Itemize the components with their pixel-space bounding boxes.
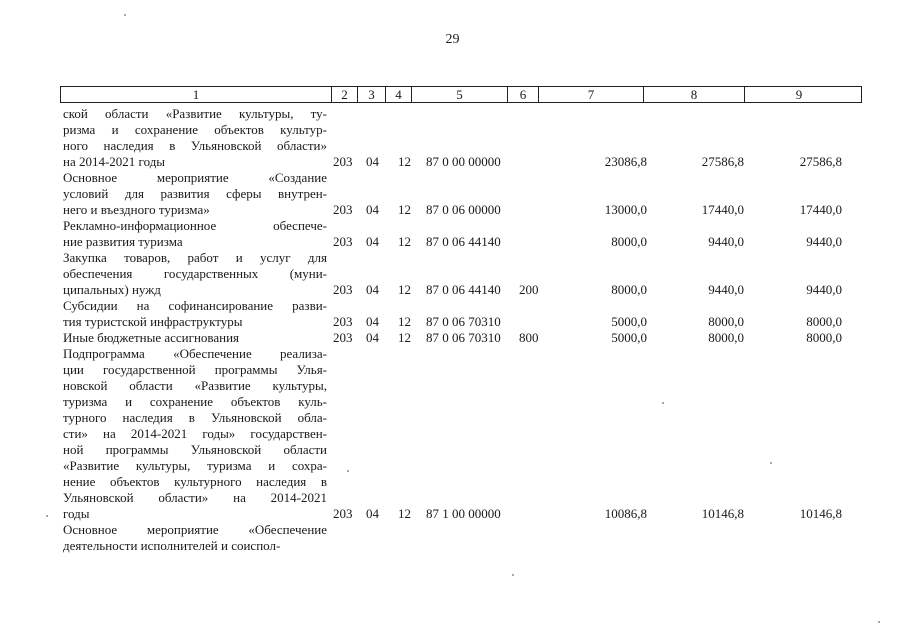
row-text-line: Субсидии на софинансирование разви- bbox=[63, 298, 327, 313]
row-text-line: ние развития туризма bbox=[63, 234, 183, 249]
row-text-line: ного наследия в Ульяновской области» bbox=[63, 138, 327, 153]
row-text-line: на 2014-2021 годы bbox=[63, 154, 166, 169]
cell-amount-2020: 8000,0 bbox=[708, 314, 744, 329]
scan-speck bbox=[512, 574, 514, 576]
row-text-line: Иные бюджетные ассигнования bbox=[63, 330, 240, 345]
cell-amount-2021: 17440,0 bbox=[799, 202, 842, 217]
cell-amount-2019: 23086,8 bbox=[604, 154, 647, 169]
cell-amount-2021: 8000,0 bbox=[806, 314, 842, 329]
cell-grbs: 203 bbox=[333, 154, 353, 169]
cell-amount-2020: 10146,8 bbox=[701, 506, 744, 521]
cell-vr: 200 bbox=[519, 282, 539, 297]
header-col-2: 2 bbox=[332, 87, 358, 102]
cell-csr: 87 0 06 00000 bbox=[426, 202, 501, 217]
row-text-line: условий для развития сферы внутрен- bbox=[63, 186, 327, 201]
cell-rz: 04 bbox=[366, 314, 379, 329]
cell-pr: 12 bbox=[398, 330, 411, 345]
cell-amount-2019: 8000,0 bbox=[611, 234, 647, 249]
cell-csr: 87 1 00 00000 bbox=[426, 506, 501, 521]
row-text-line: ции государственной программы Улья- bbox=[63, 362, 327, 377]
cell-grbs: 203 bbox=[333, 234, 353, 249]
cell-grbs: 203 bbox=[333, 330, 353, 345]
scan-speck bbox=[878, 621, 880, 623]
header-col-1: 1 bbox=[61, 87, 332, 102]
cell-amount-2021: 10146,8 bbox=[799, 506, 842, 521]
cell-amount-2021: 8000,0 bbox=[806, 330, 842, 345]
row-text-line: годы bbox=[63, 506, 90, 521]
cell-amount-2020: 8000,0 bbox=[708, 330, 744, 345]
cell-pr: 12 bbox=[398, 506, 411, 521]
cell-pr: 12 bbox=[398, 314, 411, 329]
row-text-line: Основное мероприятие «Создание bbox=[63, 170, 327, 185]
row-text-line: Ульяновской области» на 2014-2021 bbox=[63, 490, 327, 505]
row-text-line: Закупка товаров, работ и услуг для bbox=[63, 250, 327, 265]
cell-amount-2020: 9440,0 bbox=[708, 282, 744, 297]
cell-amount-2019: 13000,0 bbox=[604, 202, 647, 217]
header-col-6: 6 bbox=[508, 87, 539, 102]
row-text-line: ской области «Развитие культуры, ту- bbox=[63, 106, 327, 121]
row-text-line: нение объектов культурного наследия в bbox=[63, 474, 327, 489]
row-text-line: ной программы Ульяновской области bbox=[63, 442, 327, 457]
cell-amount-2019: 10086,8 bbox=[604, 506, 647, 521]
cell-grbs: 203 bbox=[333, 202, 353, 217]
row-text-line: ципальных) нужд bbox=[63, 282, 161, 297]
cell-rz: 04 bbox=[366, 330, 379, 345]
cell-grbs: 203 bbox=[333, 282, 353, 297]
header-col-5: 5 bbox=[412, 87, 508, 102]
cell-rz: 04 bbox=[366, 202, 379, 217]
cell-amount-2021: 9440,0 bbox=[806, 282, 842, 297]
row-text-line: тия туристской инфраструктуры bbox=[63, 314, 243, 329]
cell-amount-2021: 9440,0 bbox=[806, 234, 842, 249]
cell-rz: 04 bbox=[366, 282, 379, 297]
page-number: 29 bbox=[445, 32, 460, 47]
cell-csr: 87 0 06 44140 bbox=[426, 234, 501, 249]
row-text-line: турного наследия в Ульяновской обла- bbox=[63, 410, 327, 425]
scan-speck bbox=[662, 402, 664, 404]
row-text-line: обеспечения государственных (муни- bbox=[63, 266, 327, 281]
cell-amount-2020: 27586,8 bbox=[701, 154, 744, 169]
scan-speck bbox=[347, 470, 349, 472]
cell-csr: 87 0 06 44140 bbox=[426, 282, 501, 297]
cell-amount-2021: 27586,8 bbox=[799, 154, 842, 169]
cell-amount-2019: 5000,0 bbox=[611, 330, 647, 345]
row-text-line: ризма и сохранение объектов культур- bbox=[63, 122, 327, 137]
cell-vr: 800 bbox=[519, 330, 539, 345]
cell-pr: 12 bbox=[398, 154, 411, 169]
row-text-line: Основное мероприятие «Обеспечение bbox=[63, 522, 327, 537]
cell-grbs: 203 bbox=[333, 314, 353, 329]
cell-pr: 12 bbox=[398, 234, 411, 249]
row-text-line: новской области «Развитие культуры, bbox=[63, 378, 327, 393]
header-col-7: 7 bbox=[539, 87, 644, 102]
cell-pr: 12 bbox=[398, 282, 411, 297]
cell-rz: 04 bbox=[366, 506, 379, 521]
cell-rz: 04 bbox=[366, 234, 379, 249]
header-col-3: 3 bbox=[358, 87, 386, 102]
row-text-line: туризма и сохранение объектов куль- bbox=[63, 394, 327, 409]
cell-rz: 04 bbox=[366, 154, 379, 169]
cell-csr: 87 0 06 70310 bbox=[426, 330, 501, 345]
row-text-line: деятельности исполнителей и соиспол- bbox=[63, 538, 281, 553]
cell-amount-2019: 5000,0 bbox=[611, 314, 647, 329]
scan-speck bbox=[124, 14, 126, 16]
scan-speck bbox=[46, 515, 48, 517]
cell-pr: 12 bbox=[398, 202, 411, 217]
row-text-line: сти» на 2014-2021 годы» государствен- bbox=[63, 426, 327, 441]
cell-amount-2020: 17440,0 bbox=[701, 202, 744, 217]
row-text-line: Рекламно-информационное обеспече- bbox=[63, 218, 327, 233]
scan-speck bbox=[770, 462, 772, 464]
table-header-row bbox=[60, 86, 862, 103]
cell-amount-2019: 8000,0 bbox=[611, 282, 647, 297]
header-col-4: 4 bbox=[386, 87, 412, 102]
row-text-line: Подпрограмма «Обеспечение реализа- bbox=[63, 346, 327, 361]
row-text-line: «Развитие культуры, туризма и сохра- bbox=[63, 458, 327, 473]
header-col-9: 9 bbox=[795, 87, 803, 102]
cell-grbs: 203 bbox=[333, 506, 353, 521]
cell-csr: 87 0 06 70310 bbox=[426, 314, 501, 329]
row-text-line: него и въездного туризма» bbox=[63, 202, 210, 217]
cell-csr: 87 0 00 00000 bbox=[426, 154, 501, 169]
cell-amount-2020: 9440,0 bbox=[708, 234, 744, 249]
header-col-8: 8 bbox=[644, 87, 745, 102]
